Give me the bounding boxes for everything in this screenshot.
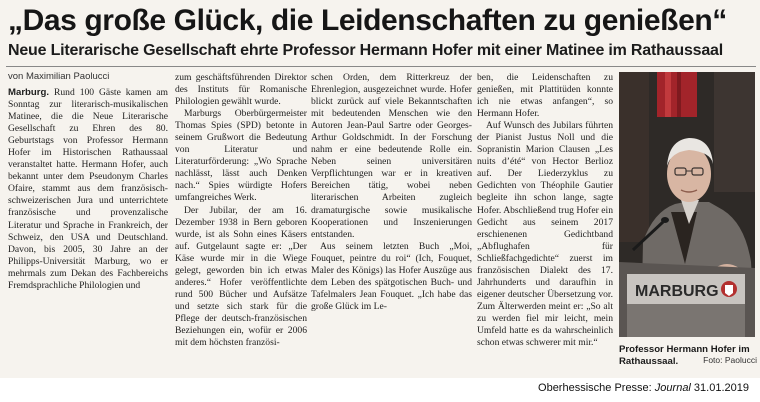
column-1-paragraph-1: Rund 100 Gäste kamen am Sonntag zur literarisch-musikalischen Matinee, die die Neue Literarische Gesellschaft zu Ehren des 80. Geburtstags von Professor Hermann Hofer im Historischen Rathaussaal veranstaltet hatte. Hermann Hofer, auch bekannt unter dem Pseudonym Charles Ofaire, stammt aus dem französisch-schweizerischen Jura und unterrichtete französische und provenzalische Literatur und Sprache in Frankreich, der Schweiz, den USA und Deutschland. Davon, bis 2005, 30 Jahre an der Philipps-Universität Marburg, wo er mehrmals zum Dekan des Fachbereichs Fremdsprachliche Philologien und	[8, 87, 168, 291]
article-column-4	[477, 72, 613, 349]
speaker-photo-illustration	[619, 72, 755, 337]
source-prefix: Oberhessische Presse:	[538, 382, 655, 394]
byline: von Maximilian Paolucci	[8, 71, 110, 82]
column-3-paragraph-1: schen Orden, dem Ritterkreuz der Ehrenlegion, ausgezeichnet wurde. Hofer blickt zurück auf viele Bekanntschaften mit bedeutenden Menschen wie den Autoren Jean-Paul Sartre oder Georges-Arthur Goldschmidt. In der Forschung nahm er eine bedeutende Rolle ein. Neben seinen universitären Verpflichtungen war er in kreativen Bereichen tätig, wobei neben literarischen Arbeiten zugleich dramaturgische sowie musikalische Kooperationen und Inszenierungen entstanden.	[311, 72, 472, 240]
article-column-2	[175, 72, 307, 349]
dateline: Marburg.	[8, 87, 50, 98]
source-publication: Journal	[654, 382, 691, 394]
article-column-3	[311, 72, 472, 313]
column-2-paragraph-1: zum geschäftsführenden Direktor des Instituts für Romanische Philologien gewählt wurde.	[175, 72, 307, 108]
photo-caption-text: Professor Hermann Hofer im Rathaussaal.	[619, 344, 750, 367]
column-4-paragraph-1: ben, die Leidenschaften zu genießen, mit Plattitüden konnte ich nie etwas anfangen“, so Hermann Hofer.	[477, 72, 613, 120]
subheadline: Neue Literarische Gesellschaft ehrte Professor Hermann Hofer mit einer Matinee im Rathaussaal	[8, 42, 723, 59]
column-4-paragraph-2: Auf Wunsch des Jubilars führten der Pianist Justus Noll und die Sopranistin Marion Clausen „Les nuits d’été“ von Hector Berlioz auf. Der Liederzyklus zu Gedichten von Théophile Gautier begleite ihn schon lange, sagte Hofer. Abschließend trug Hofer ein Gedicht aus seinem 2017 erschienenen Gedichtband „Abflughafen für Schließfachgedichte“ zuerst im französischen Dialekt des 17. Jahrhunderts und daraufhin in eigener deutscher Übersetzung vor. Zum Älterwerden meint er: „So alt zu werden fiel mir leicht, mein Umfeld hatte es da wahrscheinlich schon etwas schwerer mit mir.“	[477, 120, 613, 349]
divider-rule	[6, 66, 756, 67]
column-3-paragraph-2: Aus seinem letzten Buch „Moi, Fouquet, peintre du roi“ (Ich, Fouquet, Maler des Königs) las Hofer Auszüge aus dem Leben des spätgotischen Buch- und Tafelmalers Jean Fouquet. „Ich habe das große Glück im Le-	[311, 240, 472, 312]
article-column-1	[8, 87, 168, 292]
speaker-photo	[619, 72, 755, 337]
source-citation	[0, 382, 749, 394]
lectern-sign-text: MARBURG	[635, 283, 719, 300]
source-date: 31.01.2019	[690, 382, 749, 394]
column-2-paragraph-3: Der Jubilar, der am 16. Dezember 1938 in Bern geboren wurde, ist als Sohn eines Käsers auf. Gutgelaunt sagte er: „Der Käse wurde mir in die Wiege gelegt, geworden bin ich etwas anderes.“ Hofer veröffentlichte rund 500 Bücher und Aufsätze und setzte sich stark für die Pflege der deutsch-französischen Beziehungen ein, wofür er 2006 mit dem höchsten französi-	[175, 204, 307, 349]
photo-credit: Foto: Paolucci	[703, 355, 757, 365]
column-2-paragraph-2: Marburgs Oberbürgermeister Thomas Spies (SPD) betonte in seinem Grußwort die Bedeutung von Literatur und Literaturförderung: „Wo Sprache nachlässt, lässt auch Denken nach.“ Spies würdigte Hofers umfangreiches Werk.	[175, 108, 307, 204]
headline: „Das große Glück, die Leidenschaften zu genießen“	[8, 4, 727, 37]
